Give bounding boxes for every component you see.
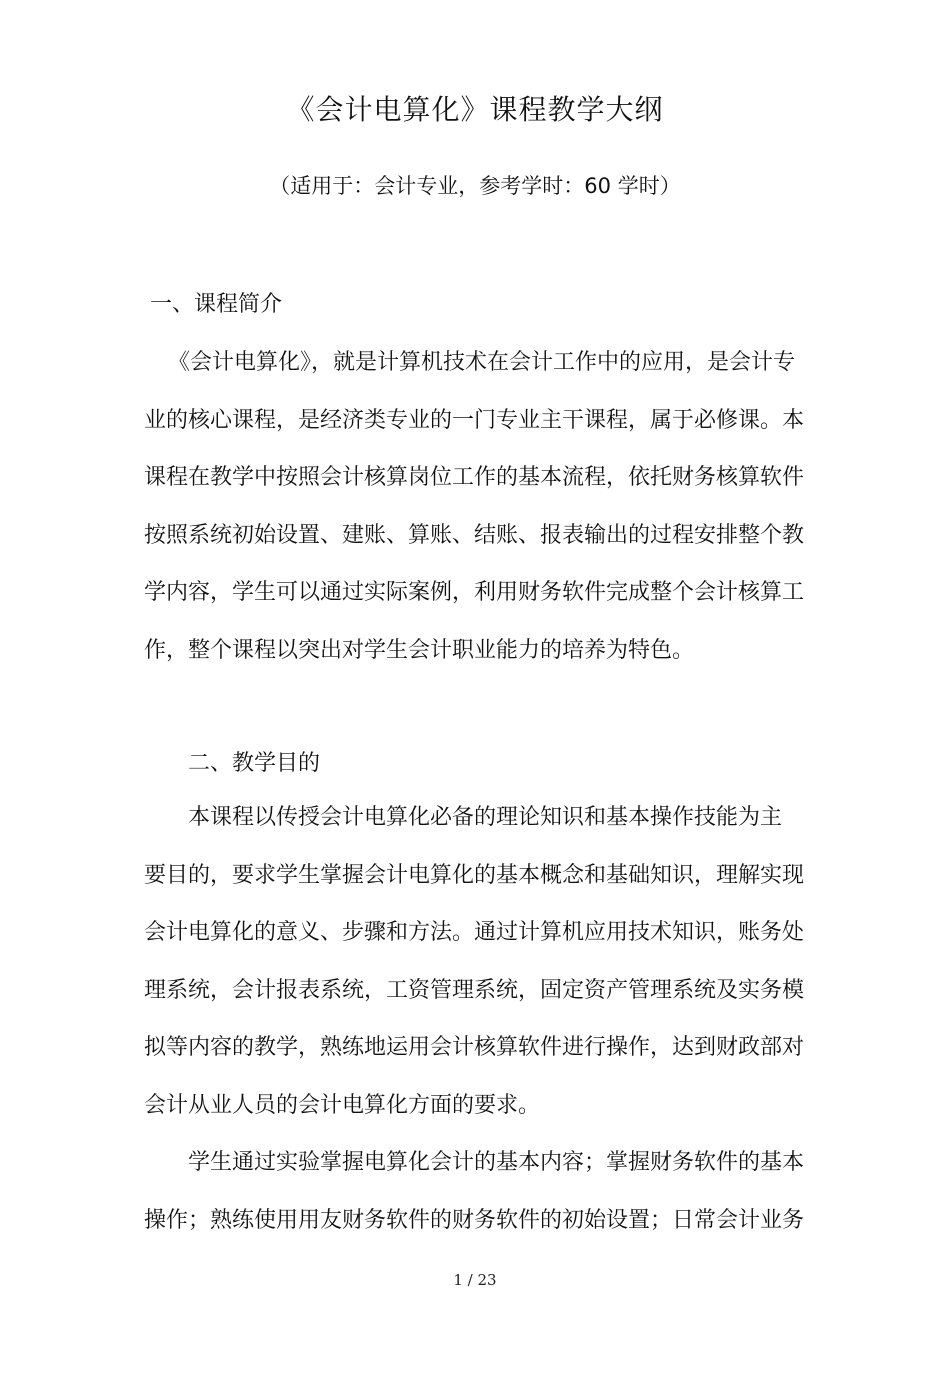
paragraph-line: 作，整个课程以突出对学生会计职业能力的培养为特色。 (144, 637, 695, 663)
paragraph-purpose (144, 789, 820, 1134)
page-number: 1 / 23 (453, 1271, 497, 1289)
document-subtitle: （适用于：会计专业，参考学时：60 学时） (269, 174, 681, 198)
paragraph-line: 要目的，要求学生掌握会计电算化的基本概念和基础知识，理解实现 (144, 862, 805, 888)
paragraph-line: 本课程以传授会计电算化必备的理论知识和基本操作技能为主 (188, 805, 783, 830)
paragraph-line: 拟等内容的教学，熟练地运用会计核算软件进行操作，达到财政部对 (144, 1035, 805, 1060)
paragraph-intro (144, 334, 820, 679)
paragraph-line: 学生通过实验掌握电算化会计的基本内容；掌握财务软件的基本 (188, 1150, 805, 1175)
paragraph-line: 会计电算化的意义、步骤和方法。通过计算机应用技术知识，账务处 (144, 920, 805, 945)
paragraph-line: 按照系统初始设置、建账、算账、结账、报表输出的过程安排整个教 (144, 522, 805, 548)
paragraph-line: 学内容，学生可以通过实际案例，利用财务软件完成整个会计核算工 (144, 580, 805, 605)
paragraph-line: 理系统，会计报表系统，工资管理系统，固定资产管理系统及实务模 (144, 977, 805, 1003)
paragraph-line: 《会计电算化》，就是计算机技术在会计工作中的应用，是会计专 (168, 350, 796, 375)
paragraph-line: 会计从业人员的会计电算化方面的要求。 (144, 1092, 541, 1118)
paragraph-experiment (144, 1134, 820, 1249)
paragraph-line: 操作；熟练使用用友财务软件的财务软件的初始设置；日常会计业务 (144, 1207, 805, 1233)
section-heading-intro: 一、课程简介 (150, 292, 283, 317)
section-heading-purpose: 二、教学目的 (188, 751, 321, 776)
paragraph-line: 课程在教学中按照会计核算岗位工作的基本流程，依托财务核算软件 (144, 465, 805, 490)
paragraph-line: 业的核心课程，是经济类专业的一门专业主干课程，属于必修课。本 (144, 407, 805, 433)
document-title: 《会计电算化》课程教学大纲 (286, 93, 664, 126)
